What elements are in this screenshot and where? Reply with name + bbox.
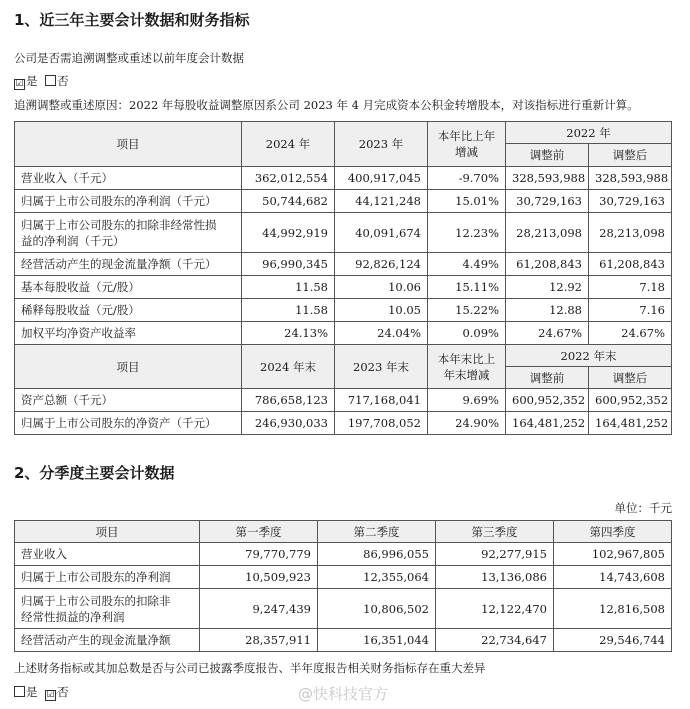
table-row [15,276,672,299]
table-row [15,167,672,190]
header-change-line2: 年末增减 [443,367,490,382]
cell-2024: 786,658,123 [242,389,335,412]
cell-2023: 10.06 [335,276,428,299]
header-change-end [428,345,506,389]
table-row [15,322,672,345]
row-label: 经营活动产生的现金流量净额 [15,629,200,652]
cell-2023: 40,091,674 [335,213,428,253]
header-q4: 第四季度 [554,521,672,543]
cell-q1: 28,357,911 [200,629,318,652]
cell-2023: 44,121,248 [335,190,428,213]
cell-2024: 246,930,033 [242,412,335,435]
cell-before: 12.88 [506,299,589,322]
table-row [15,253,672,276]
header-2024-end: 2024 年末 [242,345,335,389]
cell-change: 12.23% [428,213,506,253]
row-label: 营业收入（千元） [15,167,242,190]
cell-q4: 102,967,805 [554,543,672,566]
cell-2023: 197,708,052 [335,412,428,435]
row-label-line1: 归属于上市公司股东的扣除非经常性损 [21,217,217,232]
cell-q2: 12,355,064 [318,566,436,589]
cell-2023: 717,168,041 [335,389,428,412]
cell-2023: 10.05 [335,299,428,322]
cell-change: -9.70% [428,167,506,190]
row-label-line2: 经常性损益的净利润 [21,609,125,624]
cell-2024: 11.58 [242,276,335,299]
cell-before: 30,729,163 [506,190,589,213]
unit-label: 单位：千元 [614,501,672,515]
cell-after: 28,213,098 [589,213,672,253]
retro-checkbox-row [14,73,69,90]
header-2022-end: 2022 年末 [506,345,672,367]
table-row [15,190,672,213]
cell-q3: 92,277,915 [436,543,554,566]
header-change-line2: 增减 [455,145,478,159]
header-before: 调整前 [506,367,589,389]
cell-q4: 29,546,744 [554,629,672,652]
checkbox-no[interactable] [45,75,56,86]
retro-question: 公司是否需追溯调整或重述以前年度会计数据 [14,51,244,65]
cell-before: 600,952,352 [506,389,589,412]
section2-title: 2、分季度主要会计数据 [14,464,175,482]
cell-2024: 24.13% [242,322,335,345]
cell-after: 7.16 [589,299,672,322]
checkbox-yes[interactable] [14,686,25,697]
checkbox-yes-label: 是 [26,685,38,699]
table-row [15,543,672,566]
cell-after: 7.18 [589,276,672,299]
checkbox-no[interactable]: ☑ [46,690,55,700]
row-label: 营业收入 [15,543,200,566]
row-label: 归属于上市公司股东的净利润 [15,566,200,589]
cell-before: 328,593,988 [506,167,589,190]
header-2023-end: 2023 年末 [335,345,428,389]
cell-after: 30,729,163 [589,190,672,213]
cell-q4: 12,816,508 [554,589,672,629]
table-header-row [15,122,672,144]
table-row [15,589,672,629]
cell-change: 24.90% [428,412,506,435]
cell-before: 12.92 [506,276,589,299]
table-row [15,299,672,322]
checkbox-no-label: 否 [57,74,69,88]
diff-checkbox-row [14,684,69,701]
header-item: 项目 [15,345,242,389]
cell-change: 15.11% [428,276,506,299]
table-header-row [15,521,672,543]
section1-title: 1、近三年主要会计数据和财务指标 [14,11,250,29]
diff-question: 上述财务指标或其加总数是否与公司已披露季度报告、半年度报告相关财务指标存在重大差异 [14,661,486,675]
cell-q3: 22,734,647 [436,629,554,652]
cell-after: 24.67% [589,322,672,345]
annual-data-table [14,121,672,435]
cell-q2: 10,806,502 [318,589,436,629]
cell-q1: 9,247,439 [200,589,318,629]
header-2023: 2023 年 [335,122,428,167]
row-label: 归属于上市公司股东的净利润（千元） [15,190,242,213]
cell-before: 61,208,843 [506,253,589,276]
cell-change: 0.09% [428,322,506,345]
cell-2024: 50,744,682 [242,190,335,213]
cell-q3: 12,122,470 [436,589,554,629]
cell-2024: 362,012,554 [242,167,335,190]
cell-change: 4.49% [428,253,506,276]
cell-2024: 11.58 [242,299,335,322]
table-row [15,629,672,652]
header-q1: 第一季度 [200,521,318,543]
header-after: 调整后 [589,367,672,389]
checkbox-yes-label: 是 [26,74,38,88]
checkbox-yes[interactable]: ☑ [15,79,24,89]
quarterly-data-table [14,520,672,652]
cell-after: 164,481,252 [589,412,672,435]
cell-2023: 24.04% [335,322,428,345]
header-item: 项目 [15,122,242,167]
cell-before: 164,481,252 [506,412,589,435]
header-2024: 2024 年 [242,122,335,167]
table-row [15,412,672,435]
header-change-line1: 本年末比上 [437,351,496,366]
header-q2: 第二季度 [318,521,436,543]
cell-before: 28,213,098 [506,213,589,253]
cell-2023: 400,917,045 [335,167,428,190]
header-before: 调整前 [506,144,589,167]
cell-after: 61,208,843 [589,253,672,276]
watermark: @快科技官方 [298,685,389,703]
cell-change: 9.69% [428,389,506,412]
cell-2024: 44,992,919 [242,213,335,253]
row-label: 加权平均净资产收益率 [15,322,242,345]
table-row [15,213,672,253]
row-label [15,213,242,253]
cell-after: 328,593,988 [589,167,672,190]
row-label: 归属于上市公司股东的净资产（千元） [15,412,242,435]
checkbox-no-label: 否 [57,685,69,699]
row-label: 基本每股收益（元/股） [15,276,242,299]
cell-q1: 10,509,923 [200,566,318,589]
cell-change: 15.22% [428,299,506,322]
cell-q2: 16,351,044 [318,629,436,652]
cell-2023: 92,826,124 [335,253,428,276]
row-label: 经营活动产生的现金流量净额（千元） [15,253,242,276]
cell-2024: 96,990,345 [242,253,335,276]
retro-reason: 追溯调整或重述原因：2022 年每股收益调整原因系公司 2023 年 4 月完成资本公积金转增股本，对该指标进行重新计算。 [14,98,639,112]
cell-q2: 86,996,055 [318,543,436,566]
header-change [428,122,506,167]
cell-change: 15.01% [428,190,506,213]
header-item: 项目 [15,521,200,543]
header-q3: 第三季度 [436,521,554,543]
table-header-row [15,345,672,367]
row-label [15,589,200,629]
cell-q4: 14,743,608 [554,566,672,589]
header-2022: 2022 年 [506,122,672,144]
row-label: 稀释每股收益（元/股） [15,299,242,322]
cell-after: 600,952,352 [589,389,672,412]
row-label-line1: 归属于上市公司股东的扣除非 [21,593,171,608]
cell-q3: 13,136,086 [436,566,554,589]
header-after: 调整后 [589,144,672,167]
row-label-line2: 益的净利润（千元） [21,233,125,248]
table-row [15,566,672,589]
cell-q1: 79,770,779 [200,543,318,566]
table-row [15,389,672,412]
row-label: 资产总额（千元） [15,389,242,412]
header-change-line1: 本年比上年 [437,129,496,143]
cell-before: 24.67% [506,322,589,345]
